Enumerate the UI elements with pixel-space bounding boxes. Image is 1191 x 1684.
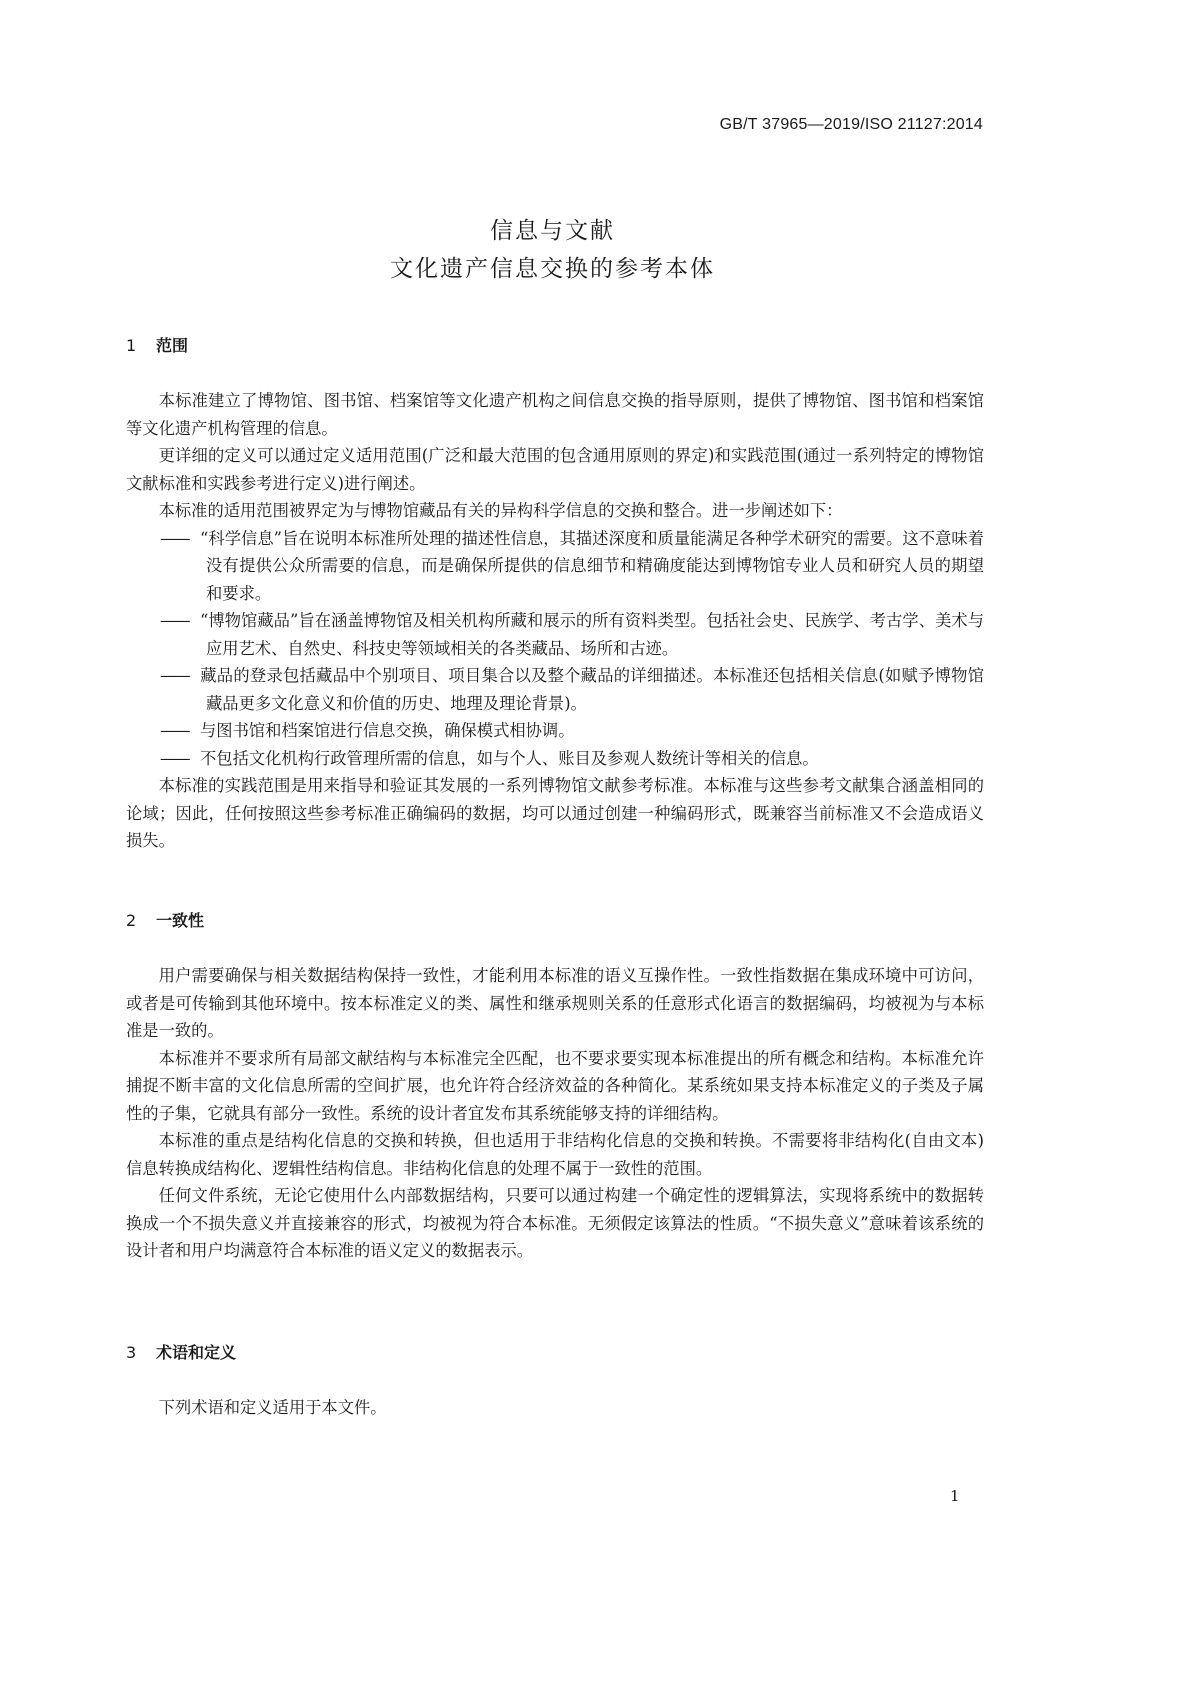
paragraph: 本标准并不要求所有局部文献结构与本标准完全匹配，也不要求要实现本标准提出的所有概念和结构。本标准允许捕捉不断丰富的文化信息所需的空间扩展，也允许符合经济效益的各种简化。某系统如果支持本标准定义的子类及子属性的子集，它就具有部分一致性。系统的设计者宜发布其系统能够支持的详细结构。	[126, 1048, 984, 1123]
section-heading-scope	[126, 333, 188, 356]
section-body-conformance	[126, 962, 984, 1265]
list-item-text: 与图书馆和档案馆进行信息交换，确保模式相协调。	[200, 721, 575, 740]
list-dash: ——	[160, 666, 189, 685]
section-title: 一致性	[156, 911, 205, 930]
section-body-terms	[126, 1394, 984, 1422]
list-item	[126, 745, 984, 773]
section-heading-terms	[126, 1340, 236, 1363]
section-number: 2	[126, 911, 137, 930]
list-item	[126, 525, 984, 608]
section-number: 3	[126, 1343, 137, 1362]
section-number: 1	[126, 336, 137, 355]
paragraph: 本标准的重点是结构化信息的交换和转换，但也适用于非结构化信息的交换和转换。不需要将非结构化(自由文本)信息转换成结构化、逻辑性结构信息。非结构化信息的处理不属于一致性的范围。	[126, 1131, 984, 1178]
list-item-text: “博物馆藏品”旨在涵盖博物馆及相关机构所藏和展示的所有资料类型。包括社会史、民族学、考古学、美术与应用艺术、自然史、科技史等领域相关的各类藏品、场所和古迹。	[200, 611, 984, 658]
section-heading-conformance	[126, 908, 204, 931]
list-item	[126, 717, 984, 745]
section-body-scope	[126, 387, 984, 855]
paragraph: 用户需要确保与相关数据结构保持一致性，才能利用本标准的语义互操作性。一致性指数据在集成环境中可访问，或者是可传输到其他环境中。按本标准定义的类、属性和继承规则关系的任意形式化语言的数据编码，均被视为与本标准是一致的。	[126, 966, 984, 1040]
page-number: 1	[950, 1487, 960, 1505]
list-item-text: “科学信息”旨在说明本标准所处理的描述性信息，其描述深度和质量能满足各种学术研究的需要。这不意味着没有提供公众所需要的信息，而是确保所提供的信息细节和精确度能达到博物馆专业人员和研究人员的期望和要求。	[200, 528, 984, 603]
title-line-1: 信息与文献	[490, 218, 615, 244]
section-title: 术语和定义	[156, 1343, 237, 1362]
standard-code: GB/T 37965—2019/ISO 21127:2014	[719, 116, 983, 133]
title-line-2: 文化遗产信息交换的参考本体	[390, 256, 715, 282]
paragraph: 本标准的适用范围被界定为与博物馆藏品有关的异构科学信息的交换和整合。进一步阐述如下：	[158, 501, 843, 520]
paragraph: 更详细的定义可以通过定义适用范围(广泛和最大范围的包含通用原则的界定)和实践范围(通过一系列特定的博物馆文献标准和实践参考进行定义)进行阐述。	[126, 446, 984, 493]
list-dash: ——	[160, 528, 189, 548]
list-dash: ——	[160, 748, 189, 768]
paragraph: 下列术语和定义适用于本文件。	[158, 1398, 387, 1417]
list-dash: ——	[160, 611, 189, 630]
list-item-text: 不包括文化机构行政管理所需的信息，如与个人、账目及参观人数统计等相关的信息。	[200, 748, 819, 768]
paragraph: 本标准建立了博物馆、图书馆、档案馆等文化遗产机构之间信息交换的指导原则，提供了博物馆、图书馆和档案馆等文化遗产机构管理的信息。	[126, 391, 984, 438]
section-title: 范围	[156, 336, 189, 355]
list-item	[126, 607, 984, 662]
list-dash: ——	[160, 721, 189, 740]
list-item	[126, 662, 984, 717]
paragraph: 本标准的实践范围是用来指导和验证其发展的一系列博物馆文献参考标准。本标准与这些参考文献集合涵盖相同的论域；因此，任何按照这些参考标准正确编码的数据，均可以通过创建一种编码形式，既兼容当前标准又不会造成语义损失。	[126, 776, 984, 850]
list-item-text: 藏品的登录包括藏品中个别项目、项目集合以及整个藏品的详细描述。本标准还包括相关信息(如赋予博物馆藏品更多文化意义和价值的历史、地理及理论背景)。	[200, 666, 984, 713]
document-title	[0, 212, 1105, 288]
paragraph: 任何文件系统，无论它使用什么内部数据结构，只要可以通过构建一个确定性的逻辑算法，实现将系统中的数据转换成一个不损失意义并直接兼容的形式，均被视为符合本标准。无须假定该算法的性质。“不损失意义”意味着该系统的设计者和用户均满意符合本标准的语义定义的数据表示。	[126, 1186, 984, 1260]
